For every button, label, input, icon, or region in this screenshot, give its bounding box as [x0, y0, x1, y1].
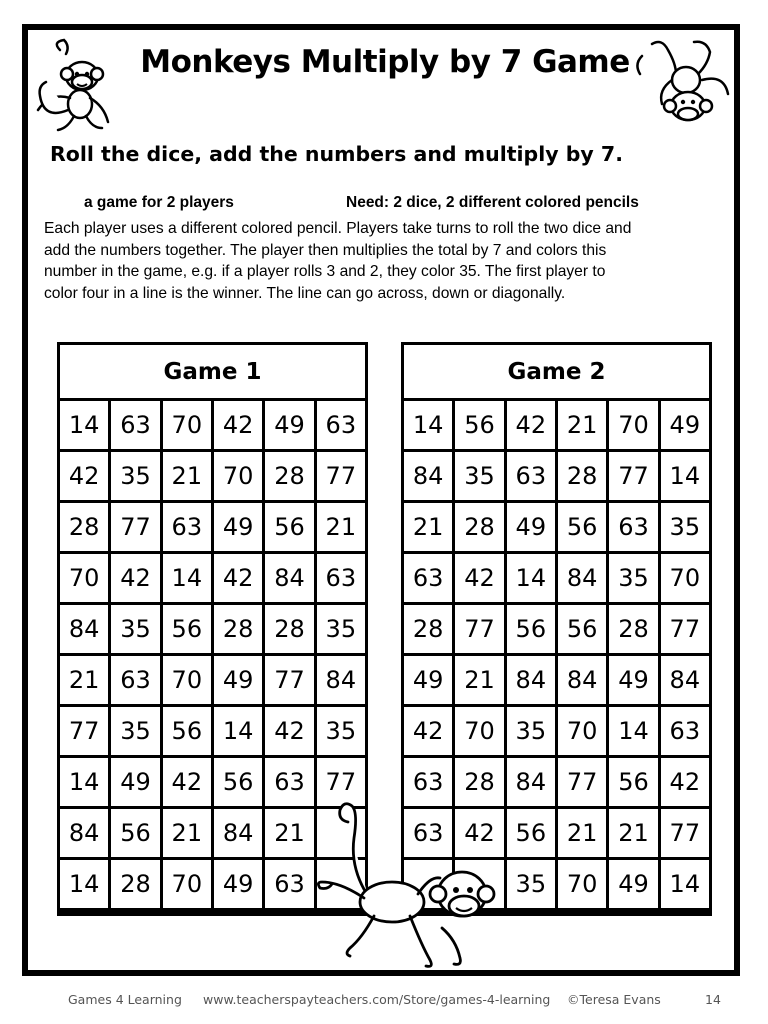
page-title: Monkeys Multiply by 7 Game — [140, 44, 630, 80]
grid-cell: 63 — [404, 554, 452, 602]
materials-note: Need: 2 dice, 2 different colored pencils — [346, 194, 639, 211]
grid-cell: 56 — [111, 809, 159, 857]
grid-cell: 35 — [317, 707, 365, 755]
grid-cell: 28 — [455, 503, 503, 551]
instruction-line: color four in a line is the winner. The line can go across, down or diagonally. — [44, 284, 566, 302]
grid-cell: 49 — [609, 656, 657, 704]
grid-cell: 84 — [558, 656, 606, 704]
grid-cell: 42 — [507, 401, 555, 449]
grid-cell: 28 — [60, 503, 108, 551]
grid-cell: 63 — [507, 452, 555, 500]
footer-author: ©Teresa Evans — [567, 992, 661, 1007]
instruction-line: Each player uses a different colored pencil. Players take turns to roll the two dice and — [44, 220, 632, 237]
grid-cell: 35 — [317, 605, 365, 653]
grid-cell: 21 — [558, 401, 606, 449]
grid-cell: 28 — [558, 452, 606, 500]
grid-cell: 14 — [60, 758, 108, 806]
grid-cell: 42 — [163, 758, 211, 806]
grid-cell: 49 — [661, 401, 709, 449]
grid-cell: 42 — [661, 758, 709, 806]
grid-cell: 84 — [60, 809, 108, 857]
grid-cell: 70 — [558, 860, 606, 908]
grid-cell: 42 — [455, 554, 503, 602]
grid-cell: 14 — [661, 452, 709, 500]
grid-cell: 28 — [265, 452, 313, 500]
game-1-header: Game 1 — [60, 345, 365, 401]
grid-cell: 56 — [507, 809, 555, 857]
grid-cell: 21 — [163, 452, 211, 500]
grid-cell: 35 — [111, 707, 159, 755]
grid-cell: 28 — [455, 758, 503, 806]
grid-cell: 35 — [661, 503, 709, 551]
grid-cell: 28 — [404, 605, 452, 653]
grid-cell: 49 — [404, 656, 452, 704]
grid-cell: 49 — [214, 860, 262, 908]
grid-cell: 77 — [558, 758, 606, 806]
grid-cell: 42 — [111, 554, 159, 602]
grid-cell: 49 — [111, 758, 159, 806]
grid-cell: 21 — [163, 809, 211, 857]
grid-cell: 42 — [455, 809, 503, 857]
grid-cell: 49 — [265, 401, 313, 449]
grid-cell: 21 — [265, 809, 313, 857]
grid-cell: 42 — [214, 554, 262, 602]
grid-cell: 77 — [661, 605, 709, 653]
grid-cell: 77 — [265, 656, 313, 704]
grid-cell: 70 — [163, 401, 211, 449]
grid-cell: 56 — [265, 503, 313, 551]
grid-cell: 35 — [111, 452, 159, 500]
monkey-bottom-illustration — [310, 798, 510, 978]
page-subtitle: Roll the dice, add the numbers and multiply by 7. — [50, 142, 623, 166]
grid-cell: 14 — [163, 554, 211, 602]
grid-cell: 70 — [163, 860, 211, 908]
players-note: a game for 2 players — [84, 194, 234, 211]
footer-url: www.teacherspayteachers.com/Store/games-4-learning — [203, 992, 551, 1007]
grid-cell: 35 — [507, 707, 555, 755]
grid-cell: 63 — [609, 503, 657, 551]
grid-cell: 49 — [214, 656, 262, 704]
grid-cell: 70 — [163, 656, 211, 704]
grid-cell: 14 — [404, 401, 452, 449]
grid-cell: 84 — [404, 452, 452, 500]
grid-cell: 35 — [111, 605, 159, 653]
grid-cell: 35 — [507, 860, 555, 908]
grid-cell: 21 — [455, 656, 503, 704]
grid-cell: 84 — [558, 554, 606, 602]
instruction-line: number in the game, e.g. if a player rolls 3 and 2, they color 35. The first player to — [44, 263, 606, 280]
grid-cell: 63 — [265, 860, 313, 908]
grid-cell: 70 — [661, 554, 709, 602]
grid-cell: 63 — [265, 758, 313, 806]
grid-cell: 56 — [455, 401, 503, 449]
grid-cell: 63 — [404, 758, 452, 806]
grid-cell: 70 — [455, 707, 503, 755]
grid-cell: 42 — [214, 401, 262, 449]
grid-cell: 49 — [507, 503, 555, 551]
grid-cell: 42 — [60, 452, 108, 500]
grid-cell: 63 — [404, 809, 452, 857]
grid-cell: 84 — [214, 809, 262, 857]
grid-cell: 63 — [317, 554, 365, 602]
grid-cell: 14 — [507, 554, 555, 602]
grid-cell: 49 — [609, 860, 657, 908]
monkey-top-right-illustration — [632, 34, 736, 130]
grid-cell: 35 — [455, 452, 503, 500]
grid-cell: 14 — [609, 707, 657, 755]
footer-page-number: 14 — [705, 992, 721, 1007]
grid-cell: 42 — [265, 707, 313, 755]
grid-cell: 21 — [60, 656, 108, 704]
grid-cell: 56 — [163, 707, 211, 755]
grid-cell: 56 — [214, 758, 262, 806]
grid-cell: 21 — [609, 809, 657, 857]
monkey-top-left-illustration — [30, 36, 128, 134]
grid-cell: 70 — [60, 554, 108, 602]
grid-cell: 77 — [455, 605, 503, 653]
grid-cell: 14 — [60, 860, 108, 908]
grid-cell: 14 — [214, 707, 262, 755]
grid-cell: 28 — [214, 605, 262, 653]
grid-cell: 14 — [60, 401, 108, 449]
grid-cell: 70 — [558, 707, 606, 755]
grid-cell: 63 — [163, 503, 211, 551]
instruction-line: add the numbers together. The player then multiplies the total by 7 and colors this — [44, 241, 607, 259]
grid-cell: 21 — [558, 809, 606, 857]
grid-cell: 42 — [404, 707, 452, 755]
grid-cell: 63 — [111, 656, 159, 704]
instructions — [44, 218, 734, 304]
grid-cell: 28 — [111, 860, 159, 908]
grid-cell: 70 — [609, 401, 657, 449]
grid-cell: 63 — [661, 707, 709, 755]
grid-cell: 77 — [661, 809, 709, 857]
grid-cell: 77 — [60, 707, 108, 755]
grid-cell: 84 — [507, 656, 555, 704]
grid-cell: 28 — [609, 605, 657, 653]
grid-cell: 63 — [317, 401, 365, 449]
grid-cell: 84 — [60, 605, 108, 653]
grid-cell: 56 — [163, 605, 211, 653]
grid-cell: 56 — [507, 605, 555, 653]
grid-cell: 56 — [609, 758, 657, 806]
grid-cell: 84 — [661, 656, 709, 704]
grid-cell: 28 — [265, 605, 313, 653]
grid-cell: 21 — [404, 503, 452, 551]
grid-cell: 77 — [317, 452, 365, 500]
grid-cell: 84 — [507, 758, 555, 806]
grid-cell: 21 — [317, 503, 365, 551]
grid-cell: 63 — [111, 401, 159, 449]
grid-cell: 77 — [111, 503, 159, 551]
grid-cell: 77 — [317, 758, 365, 806]
grid-cell: 84 — [317, 656, 365, 704]
grid-cell: 49 — [214, 503, 262, 551]
grid-cell: 77 — [609, 452, 657, 500]
game-2-header: Game 2 — [404, 345, 709, 401]
grid-cell: 35 — [609, 554, 657, 602]
grid-cell: 56 — [558, 605, 606, 653]
grid-cell: 56 — [558, 503, 606, 551]
footer-brand: Games 4 Learning — [68, 992, 182, 1007]
grid-cell: 84 — [265, 554, 313, 602]
grid-cell: 14 — [661, 860, 709, 908]
grid-cell: 70 — [214, 452, 262, 500]
